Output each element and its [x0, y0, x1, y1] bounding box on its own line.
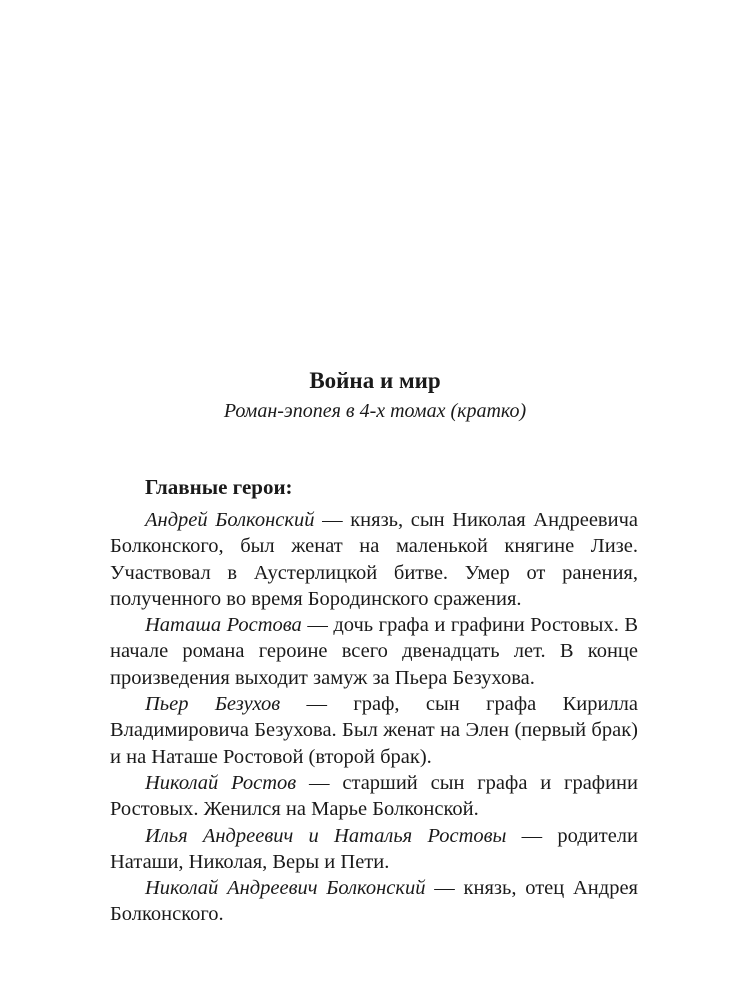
hero-name: Андрей Болконский — [145, 509, 315, 531]
hero-description: — князь, сын Николая Андреевича Болконского, был женат на маленькой княгине Лизе. Участвовал в Аустерлицкой битве. Умер от ранения, полученного во время Бородинского сражения. — [110, 509, 638, 610]
hero-description: — граф, сын графа Кирилла Владимировича Безухова. Был женат на Элен (первый брак) и на Наташе Ростовой (второй брак). — [110, 693, 639, 768]
hero-paragraph — [110, 770, 638, 823]
hero-name: Наташа Ростова — [145, 614, 302, 637]
hero-name: Николай Ростов — [145, 771, 297, 794]
hero-description: — старший сын графа и графини Ростовых. Женился на Марье Болконской. — [110, 771, 639, 821]
hero-name: Пьер Безухов — [145, 693, 281, 716]
hero-paragraph — [110, 691, 638, 770]
section-heading: Главные герои: — [145, 475, 293, 499]
hero-name: Илья Андреевич и Наталья Ростовы — [145, 824, 507, 847]
hero-paragraph — [110, 875, 638, 928]
hero-paragraph — [110, 612, 638, 691]
book-title: Война и мир — [309, 368, 441, 393]
hero-description: — дочь графа и графини Ростовых. В начале романа героине всего двенадцать лет. В конце произведения выходит замуж за Пьера Безухова. — [110, 614, 639, 689]
heroes-list — [110, 507, 638, 928]
hero-paragraph — [110, 507, 638, 612]
hero-paragraph — [110, 823, 638, 876]
hero-name: Николай Андреевич Болконский — [145, 877, 426, 900]
hero-description: — князь, отец Андрея Болконского. — [110, 877, 638, 926]
hero-description: — родители Наташи, Николая, Веры и Пети. — [110, 824, 638, 873]
book-subtitle: Роман-эпопея в 4-х томах (кратко) — [223, 400, 527, 422]
